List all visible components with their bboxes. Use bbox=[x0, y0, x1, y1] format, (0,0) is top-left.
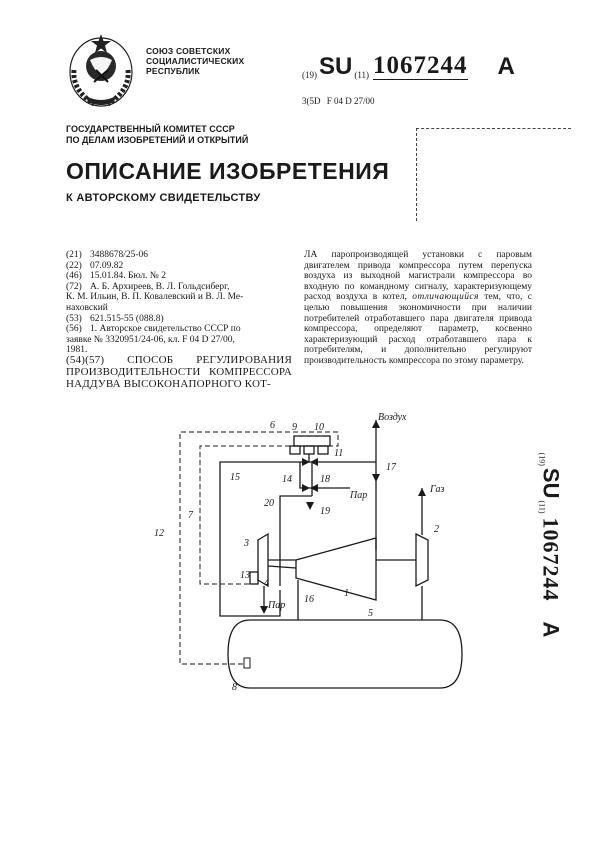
biblio-row: К. М. Ильин, В. П. Ковалевский и В. Л. Ме- bbox=[66, 292, 244, 303]
label-air: Воздух bbox=[378, 412, 407, 423]
country-line-2: СОЦИАЛИСТИЧЕСКИХ bbox=[146, 56, 245, 66]
invention-title bbox=[66, 354, 292, 390]
biblio-row: (56) 1. Авторское свидетельство СССР по bbox=[66, 324, 241, 335]
committee-name bbox=[66, 124, 248, 146]
biblio-row: (53) 621.515-55 (088.8) bbox=[66, 313, 164, 324]
callout-20: 20 bbox=[264, 498, 274, 509]
callout-5: 5 bbox=[368, 608, 373, 619]
biblio-row: (72) А. Б. Архиреев, В. Л. Гольдсиберг, bbox=[66, 281, 230, 292]
callout-3: 3 bbox=[244, 538, 249, 549]
callout-12: 12 bbox=[154, 528, 164, 539]
label-gas: Газ bbox=[430, 484, 445, 495]
callout-16: 16 bbox=[304, 594, 314, 605]
abstract-text bbox=[304, 250, 532, 367]
country-line-3: РЕСПУБЛИК bbox=[146, 66, 200, 76]
callout-11: 11 bbox=[334, 448, 344, 459]
document-kind: A bbox=[497, 53, 515, 80]
callout-4: 4 bbox=[264, 578, 269, 589]
invention-title-text: СПОСОБ РЕГУЛИРОВАНИЯ ПРОИЗВОДИТЕЛЬНОСТИ КОМПРЕССОРА НАДДУВА ВЫСОКОНАПОРНОГО КОТ- bbox=[66, 354, 292, 390]
callout-17: 17 bbox=[386, 462, 396, 473]
callout-2: 2 bbox=[434, 524, 439, 535]
label-steam-top: Пар bbox=[350, 490, 368, 501]
abstract-emphasis: отличающийся bbox=[412, 292, 479, 303]
side-patent-number: (19) SU (11) 1067244 A bbox=[537, 452, 563, 638]
callout-13: 13 bbox=[240, 570, 250, 581]
callout-7: 7 bbox=[188, 510, 193, 521]
ussr-emblem-icon bbox=[64, 30, 138, 110]
document-subtitle: К АВТОРСКОМУ СВИДЕТЕЛЬСТВУ bbox=[66, 192, 261, 204]
biblio-row: заявке № 3320951/24-06, кл. F 04 D 27/00, bbox=[66, 334, 235, 345]
callout-14: 14 bbox=[282, 474, 292, 485]
biblio-row: (46) 15.01.84. Бюл. № 2 bbox=[66, 271, 166, 282]
committee-line-2: ПО ДЕЛАМ ИЗОБРЕТЕНИЙ И ОТКРЫТИЙ bbox=[66, 135, 249, 145]
biblio-row: (21) 3488678/25-06 bbox=[66, 250, 149, 260]
abstract-part-2: тем, что, с целью повышения экономичности при наличии потребителей отработавшего пара двигателя привода компрессора, определяют параметр, косвенно характеризующий расход отработавшего пара к потребителям, и дополнительно регулируют производительность компрессора по этому параметру. bbox=[304, 292, 532, 366]
ipc-inid-code: 3(5D bbox=[302, 96, 321, 106]
country-name bbox=[146, 46, 266, 76]
label-steam-bottom: Пар bbox=[268, 600, 286, 611]
committee-line-1: ГОСУДАРСТВЕННЫЙ КОМИТЕТ СССР bbox=[66, 124, 235, 134]
stamp-area bbox=[416, 128, 571, 221]
patent-number-header bbox=[302, 46, 572, 80]
biblio-row: 1981. bbox=[66, 345, 88, 356]
callout-18: 18 bbox=[320, 474, 330, 485]
biblio-row: (22) 07.09.82 bbox=[66, 260, 124, 271]
schematic-diagram bbox=[140, 410, 500, 710]
callout-8: 8 bbox=[232, 682, 237, 693]
ipc-value: F 04 D 27/00 bbox=[326, 96, 375, 106]
callout-1: 1 bbox=[344, 588, 349, 599]
country-code: SU bbox=[319, 53, 353, 80]
document-title: ОПИСАНИЕ ИЗОБРЕТЕНИЯ bbox=[66, 158, 390, 184]
country-line-1: СОЮЗ СОВЕТСКИХ bbox=[146, 46, 231, 56]
bibliographic-data bbox=[66, 250, 290, 356]
invention-title-code: (54)(57) bbox=[66, 354, 105, 366]
ipc-classification bbox=[302, 96, 375, 106]
callout-9: 9 bbox=[292, 422, 297, 433]
biblio-row: наховский bbox=[66, 302, 108, 313]
callout-10: 10 bbox=[314, 422, 324, 433]
abstract-part-1: ЛА паропроизводящей установки с паровым двигателем привода компрессора путем перепуска воздуха из выходной магистрали компрессора во входную по командному сигналу, характеризующему расход воздуха в котел, bbox=[304, 250, 532, 303]
inid-code-11: (11) bbox=[354, 70, 370, 80]
callout-6: 6 bbox=[270, 420, 275, 431]
patent-number: 1067244 bbox=[373, 52, 468, 79]
callout-15: 15 bbox=[230, 472, 240, 483]
callout-19: 19 bbox=[320, 506, 330, 517]
inid-code-19: (19) bbox=[302, 70, 317, 80]
